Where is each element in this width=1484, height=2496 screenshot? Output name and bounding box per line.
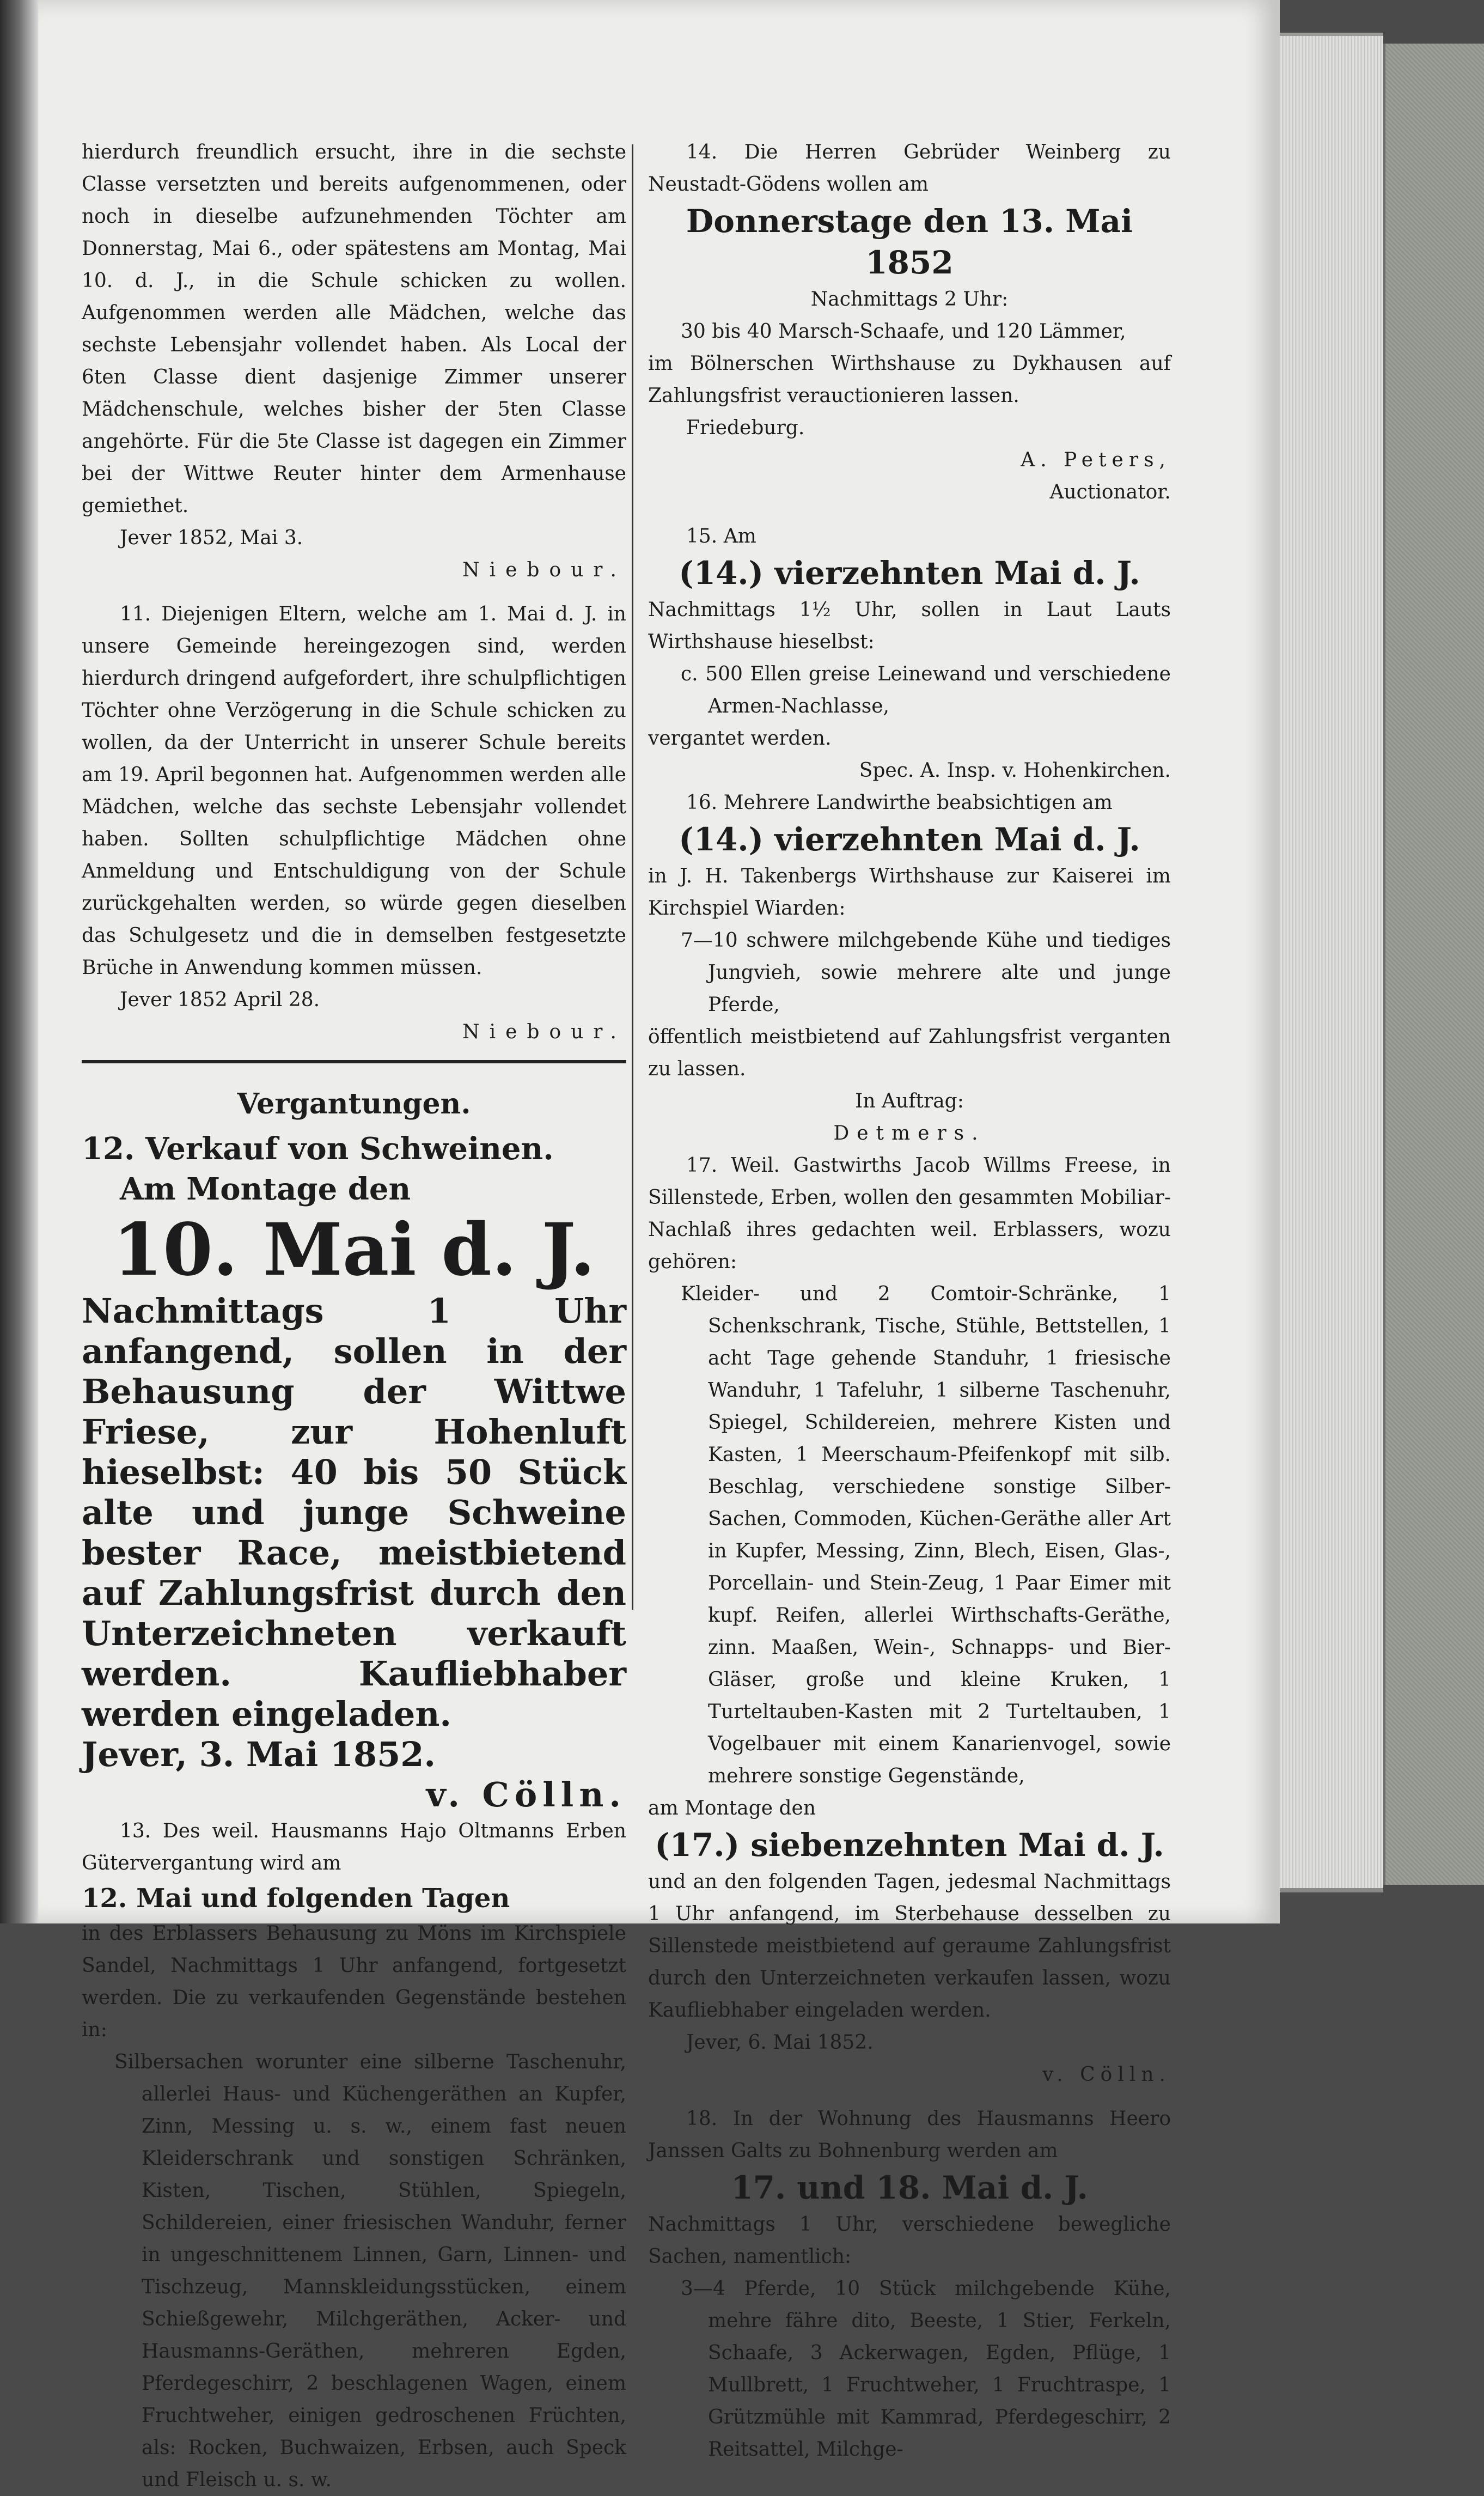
notice-18-date: 17. und 18. Mai d. J. <box>731 2169 1088 2206</box>
notice-14-place: Friedeburg. <box>686 417 805 439</box>
notice-15-intro: 15. Am <box>686 525 756 547</box>
notice-12-title: 12. Verkauf von Schweinen. <box>82 1131 554 1167</box>
notice-16-body: in J. H. Takenbergs Wirthshause zur Kaiserei im Kirchspiel Wiarden: <box>648 865 1171 920</box>
notice-17-intro: 17. Weil. Gastwirths Jacob Willms Freese, in Sillenstede, Erben, wollen den gesammten Mobiliar-Nachlaß ihres gedachten weil. Erblassers, wozu gehören: <box>648 1154 1171 1273</box>
notice-15-items: c. 500 Ellen greise Leinewand und verschiedene Armen-Nachlasse, <box>681 663 1171 717</box>
notice-11-date: Jever 1852 April 28. <box>120 989 320 1011</box>
notice-12-date: 10. Mai d. J. <box>113 1208 595 1292</box>
notice-16-auftrag: In Auftrag: <box>855 1090 964 1112</box>
notice-14-date: Donnerstage den 13. Mai 1852 <box>686 203 1133 281</box>
notice-12-place: Jever, 3. Mai 1852. <box>82 1734 436 1774</box>
notice-18-items: 3—4 Pferde, 10 Stück milchgebende Kühe, mehre fähre dito, Beeste, 1 Stier, Ferkeln, Schaafe, 3 Ackerwagen, Egden, Pflüge, 1 Mullbrett, 1 Fruchtweher, 1 Fruchtraspe, 1 Grützmühle mit Kammrad, Pferdegeschirr, 2 Reitsattel, Milchge- <box>681 2278 1171 2461</box>
page-edges <box>1280 33 1383 1892</box>
notice-15-date: (14.) vierzehnten Mai d. J. <box>679 555 1140 592</box>
notice-13-date: 12. Mai und folgenden Tagen <box>82 1883 510 1914</box>
notice-17-place: Jever, 6. Mai 1852. <box>686 2031 874 2054</box>
notice-11-text: 11. Diejenigen Eltern, welche am 1. Mai d. J. in unsere Gemeinde hereingezogen sind, werden hierdurch dringend aufgefordert, ihre schulpflichtigen Töchter ohne Verzögerung in die Schule schicken zu wollen, da der Unterricht in unserer Schule bereits am 19. April begonnen hat. Aufgenommen werden alle Mädchen, welche das sechste Lebensjahr vollendet haben. Sollten schulpflichtige Mädchen ohne Anmeldung und Entschuldigung von der Schule zurückgehalten werden, so würde gegen dieselben das Schulgesetz und die in demselben festgesetzte Brüche in Anwendung kommen müssen. <box>82 603 626 979</box>
notice-16-date: (14.) vierzehnten Mai d. J. <box>679 821 1140 858</box>
notice-17-items: Kleider- und 2 Comtoir-Schränke, 1 Schenkschrank, Tische, Stühle, Bettstellen, 1 acht Tage gehende Standuhr, 1 friesische Wanduhr, 1 Tafeluhr, 1 silberne Taschenuhr, Spiegel, Schildereien, mehrere Kisten und Kasten, 1 Meerschaum-Pfeifenkopf mit silb. Beschlag, verschiedene sonstige Silber-Sachen, Commoden, Küchen-Geräthe aller Art in Kupfer, Messing, Zinn, Blech, Eisen, Glas-, Porcellain- und Stein-Zeug, 1 Paar Eimer mit kupf. Reifen, allerlei Wirthschafts-Geräthe, zinn. Maaßen, Wein-, Schnapps- und Bier-Gläser, große und kleine Kruken, 1 Turteltauben-Kasten mit 2 Turteltauben, 1 Vogelbauer mit einem Kanarienvogel, sowie mehrere sonstige Gegenstände, <box>681 1283 1171 1787</box>
notice-10-signature: Niebour. <box>462 559 626 581</box>
notice-17-date: (17.) siebenzehnten Mai d. J. <box>655 1827 1164 1864</box>
notice-10-text: hierdurch freundlich ersucht, ihre in die sechste Classe versetzten und bereits aufgenommenen, oder noch in dieselbe aufzunehmenden Töchter am Donnerstag, Mai 6., oder spätestens am Montag, Mai 10. d. J., in die Schule schicken zu wollen. Aufgenommen werden alle Mädchen, welche das sechste Lebensjahr vollendet haben. Als Local der 6ten Classe dient dasjenige Zimmer unserer Mädchenschule, welches bisher der 5ten Classe angehörte. Für die 5te Classe ist dagegen ein Zimmer bei der Wittwe Reuter hinter dem Armenhause gemiethet. <box>82 141 626 517</box>
notice-18-intro: 18. In der Wohnung des Hausmanns Heero Janssen Galts zu Bohnenburg werden am <box>648 2108 1171 2162</box>
notice-16-signature: Detmers. <box>833 1122 986 1144</box>
notice-16-intro: 16. Mehrere Landwirthe beabsichtigen am <box>686 792 1113 814</box>
book-cover <box>1383 44 1484 1885</box>
notice-14-body: im Bölnerschen Wirthshause zu Dykhausen auf Zahlungsfrist verauctionieren lassen. <box>648 352 1171 407</box>
notice-12-body: Nachmittags 1 Uhr anfangend, sollen in der Behausung der Wittwe Friese, zur Hohenluft hieselbst: 40 bis 50 Stück alte und junge Schweine bester Race, meistbietend auf Zahlungsfrist durch den Unterzeichneten verkauft werden. Kaufliebhaber werden eingeladen. <box>82 1291 626 1734</box>
notice-12-signature: v. Cölln. <box>426 1775 626 1815</box>
notice-12-line1: Am Montage den <box>120 1171 411 1207</box>
notice-16-items: 7—10 schwere milchgebende Kühe und tiediges Jungvieh, sowie mehrere alte und junge Pferde, <box>681 929 1171 1016</box>
notice-14-intro: 14. Die Herren Gebrüder Weinberg zu Neustadt-Gödens wollen am <box>648 141 1171 196</box>
notice-18-body: Nachmittags 1 Uhr, verschiedene bewegliche Sachen, namentlich: <box>648 2213 1171 2268</box>
notice-11-signature: Niebour. <box>462 1021 626 1043</box>
notice-14-signature: A. Peters, <box>1021 449 1171 471</box>
section-heading: Vergantungen. <box>237 1087 471 1121</box>
notice-15-end: vergantet werden. <box>648 727 832 750</box>
notice-17-signature: v. Cölln. <box>1042 2063 1171 2086</box>
notice-13-items: Silbersachen worunter eine silberne Taschenuhr, allerlei Haus- und Küchengeräthen an Kupfer, Zinn, Messing u. s. w., einem fast neuen Kleiderschrank und sonstigen Schränken, Kisten, Tischen, Stühlen, Spiegeln, Schildereien, einer friesischen Wanduhr, ferner in ungeschnittenem Linnen, Garn, Linnen- und Tischzeug, Mannskleidungsstücken, einem Schießgewehr, Milchgeräthen, Acker- und Hausmanns-Geräthen, mehreren Egden, Pferdegeschirr, 2 beschlagenen Wagen, einem Fruchtweher, einigen gedroschenen Früchten, als: Rocken, Buchwaizen, Erbsen, auch Speck und Fleisch u. s. w. <box>114 2051 626 2491</box>
notice-14-role: Auctionator. <box>1049 481 1171 503</box>
left-column <box>82 136 626 2496</box>
notice-17-montage: am Montage den <box>648 1797 816 1819</box>
column-divider <box>632 144 633 1610</box>
notice-14-items: 30 bis 40 Marsch-Schaafe, und 120 Lämmer, <box>681 320 1126 343</box>
notice-14-time: Nachmittags 2 Uhr: <box>810 288 1009 311</box>
book-gutter <box>0 0 38 1923</box>
notice-13-body: in des Erblassers Behausung zu Möns im Kirchspiele Sandel, Nachmittags 1 Uhr anfangend, fortgesetzt werden. Die zu verkaufenden Gegenstände bestehen in: <box>82 1922 626 2041</box>
notice-13-intro: 13. Des weil. Hausmanns Hajo Oltmanns Erben Gütervergantung wird am <box>82 1820 626 1874</box>
notice-10-date: Jever 1852, Mai 3. <box>120 527 303 549</box>
notice-16-end: öffentlich meistbietend auf Zahlungsfrist verganten zu lassen. <box>648 1026 1171 1080</box>
notice-15-signature: Spec. A. Insp. v. Hohenkirchen. <box>859 759 1171 782</box>
notice-17-body: und an den folgenden Tagen, jedesmal Nachmittags 1 Uhr anfangend, im Sterbehause desselben zu Sillenstede meistbietend auf geraume Zahlungsfrist durch den Unterzeichneten verkaufen lassen, wozu Kaufliebhaber eingeladen werden. <box>648 1871 1171 2022</box>
notice-15-body: Nachmittags 1½ Uhr, sollen in Laut Lauts Wirthshause hieselbst: <box>648 599 1171 653</box>
right-column <box>648 136 1171 2465</box>
section-rule <box>82 1060 626 1063</box>
